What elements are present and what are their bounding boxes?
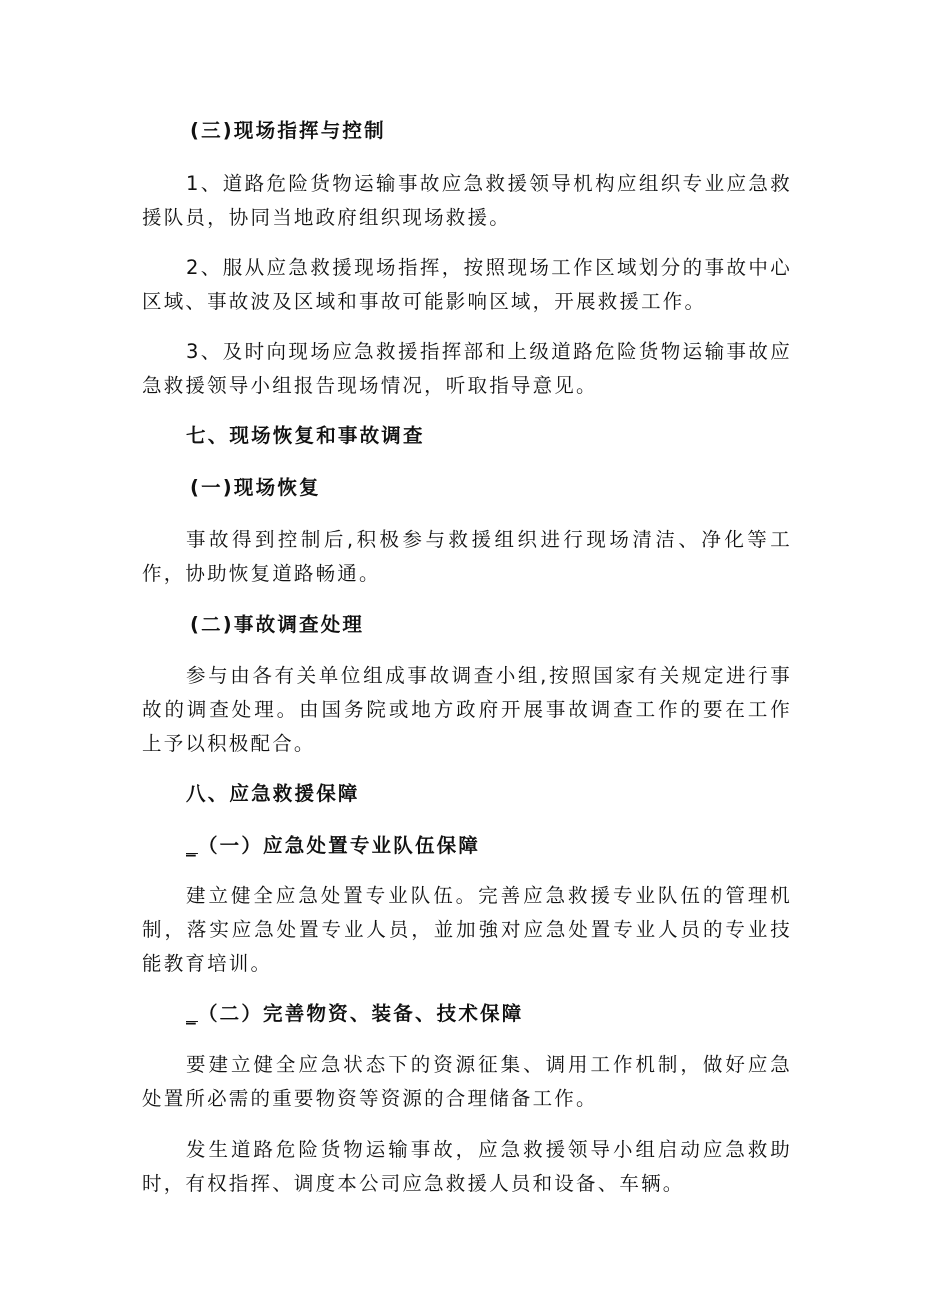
paragraph-accident-investigation: 参与由各有关单位组成事故调查小组,按照国家有关规定进行事故的调查处理。由国务院或地方政府开展事故调查工作的要在工作上予以积极配合。 [142, 664, 792, 755]
paragraph-item-1: 1、道路危险货物运输事故应急救援领导机构应组织专业应急救援队员，协同当地政府组织现场救援。 [142, 172, 792, 229]
chapter-heading-recovery-investigation: 七、现场恢复和事故调查 [186, 424, 425, 447]
paragraph-item-3: 3、及时向现场应急救援指挥部和上级道路危险货物运输事故应急救援领导小组报告现场情况，听取指导意见。 [142, 340, 792, 397]
section-heading-material-support-text: （二）完善物资、装备、技术保障 [197, 1002, 524, 1025]
paragraph-resource-mechanism: 要建立健全应急状态下的资源征集、调用工作机制，做好应急处置所必需的重要物资等资源的合理储备工作。 [142, 1053, 792, 1110]
paragraph-item-2: 2、服从应急救援现场指挥，按照现场工作区域划分的事故中心区域、事故波及区域和事故可能影响区域，开展救援工作。 [142, 256, 792, 313]
paragraph-scene-recovery: 事故得到控制后,积极参与救援组织进行现场清洁、净化等工作，协助恢复道路畅通。 [142, 528, 792, 585]
section-heading-professional-team-text: （一）应急处置专业队伍保障 [197, 834, 481, 857]
section-heading-material-support [142, 997, 792, 1031]
paragraph-dispatch-authority: 发生道路危险货物运输事故，应急救援领导小组启动应急救助时，有权指挥、调度本公司应急救援人员和设备、车辆。 [142, 1138, 792, 1195]
section-heading-accident-investigation: (二)事故调查处理 [190, 613, 365, 636]
section-heading-scene-recovery: (一)现场恢复 [190, 476, 321, 499]
section-heading-scene-command: (三)现场指挥与控制 [190, 119, 386, 142]
paragraph-professional-team: 建立健全应急处置专业队伍。完善应急救援专业队伍的管理机制，落实应急处置专业人员，並加強对应急处置专业人员的专业技能教育培训。 [142, 884, 792, 975]
underline-mark: _ [186, 1002, 198, 1025]
section-heading-professional-team [142, 829, 792, 863]
underline-mark: _ [186, 834, 198, 857]
chapter-heading-rescue-support: 八、应急救援保障 [186, 782, 360, 805]
